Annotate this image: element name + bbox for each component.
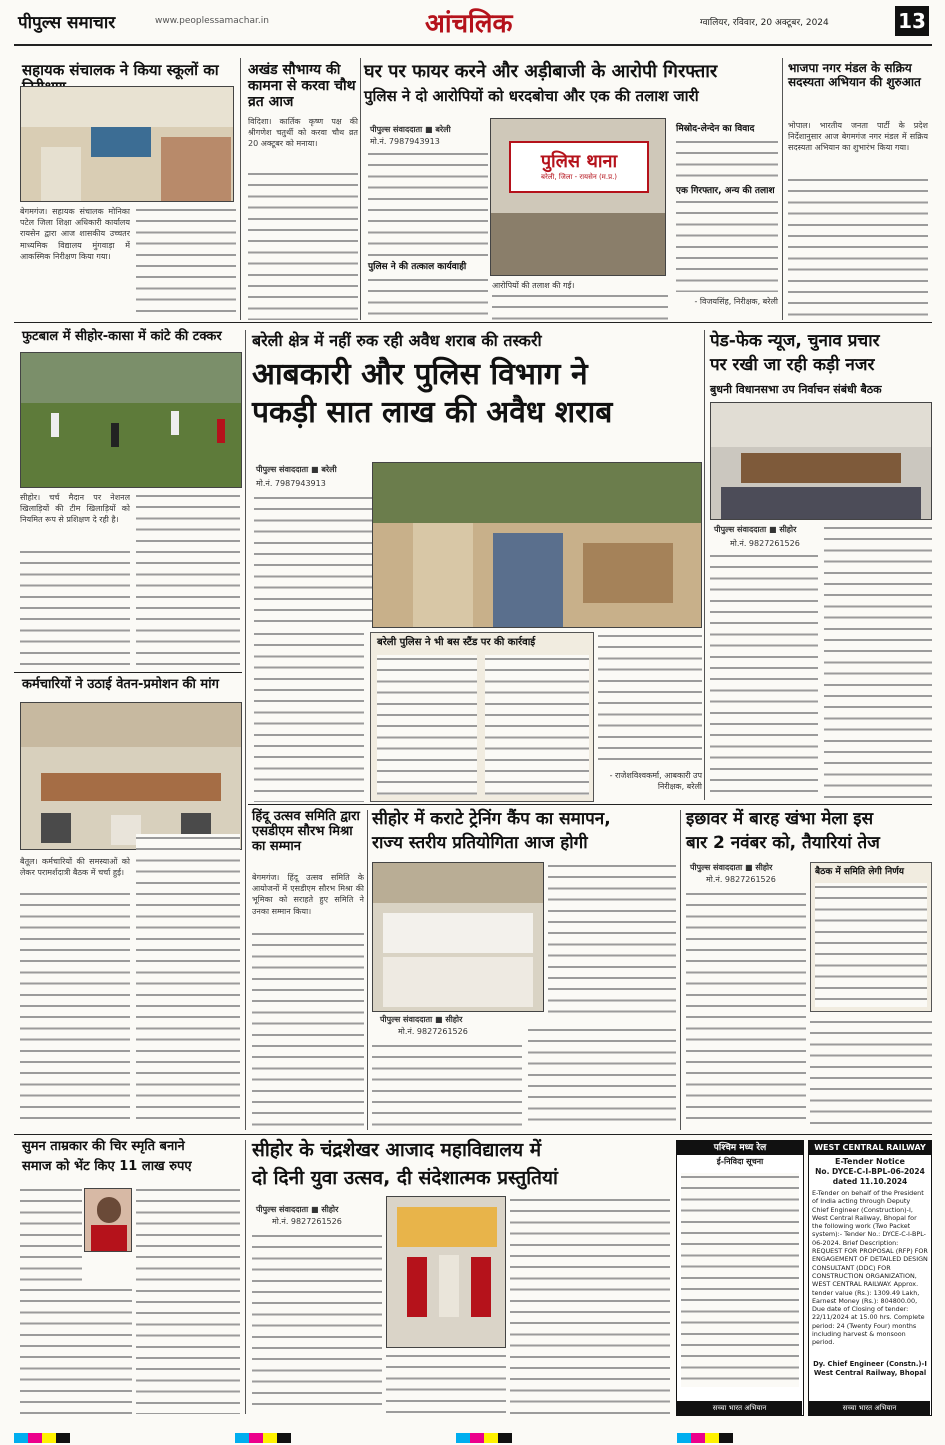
byline-place: सीहोर	[445, 1015, 463, 1024]
football-photo	[20, 352, 242, 488]
firing-headline: पुलिस ने दो आरोपियों को धरदबोचा और एक की तलाश जारी	[364, 87, 699, 105]
wcr-subtitle: E-Tender Notice	[835, 1157, 905, 1166]
karate-phone: मो.नं. 9827261526	[398, 1027, 468, 1036]
wcr-notice: No. DYCE-C-I-BPL-06-2024 dated 11.10.2024	[815, 1167, 925, 1186]
mela-text-2	[810, 1018, 932, 1128]
wcr-title: WEST CENTRAL RAILWAY	[809, 1141, 931, 1155]
karwa-text-2	[248, 170, 358, 320]
football-text-2	[20, 548, 130, 668]
employees-headline: कर्मचारियों ने उठाई वेतन-प्रमोशन की मांग	[22, 677, 219, 692]
byline-name: पीपुल्स संवाददाता	[256, 1205, 309, 1214]
firing-subhead: पुलिस ने की तत्काल कार्यवाही	[368, 262, 467, 272]
liquor-credit: - राजेशविश्वकर्मा, आबकारी उप निरीक्षक, बरेली	[609, 771, 702, 791]
firing-text-2	[368, 276, 488, 320]
byline-name: पीपुल्स संवाददाता	[380, 1015, 433, 1024]
employees-text-3	[136, 834, 240, 1128]
liquor-text-2	[254, 630, 364, 802]
fake-news-headline-2: पर रखी जा रही कड़ी नजर	[710, 355, 875, 375]
byline-place: सीहोर	[755, 863, 773, 872]
mela-byline: पीपुल्स संवाददाता ■ सीहोर	[690, 863, 773, 872]
college-byline: पीपुल्स संवाददाता ■ सीहोर	[256, 1205, 339, 1214]
byline-name: पीपुल्स संवाददाता	[690, 863, 743, 872]
inspection-text-2	[136, 206, 236, 320]
registration-bar	[14, 1428, 932, 1440]
liquor-inset	[370, 632, 594, 802]
mela-box-text	[815, 883, 927, 1007]
hindu-utsav-lead: बेगमगंज। हिंदू उत्सव समिति के आयोजनों में एसडीएम सौरभ मिश्रा की भूमिका को सराहते हुए समिति ने उनका सम्मान किया।	[252, 873, 364, 916]
tamrakar-text-2	[20, 1286, 132, 1414]
section-title: आंचलिक	[425, 9, 513, 39]
liquor-headline-2: पकड़ी सात लाख की अवैध शराब	[252, 395, 613, 430]
byline-name: पीपुल्स संवाददाता	[370, 125, 423, 134]
mela-text	[686, 890, 806, 1128]
karate-photo	[372, 862, 544, 1012]
college-text	[252, 1232, 382, 1414]
wcr-signatory: Dy. Chief Engineer (Constn.)-I West Central Railway, Bhopal	[813, 1360, 927, 1377]
mp-rail-ad	[676, 1140, 804, 1416]
fake-news-text	[710, 552, 818, 800]
karate-text	[548, 862, 676, 1022]
mp-rail-body	[681, 1173, 799, 1387]
byline-place: बरेली	[435, 125, 451, 134]
wcr-ad	[808, 1140, 932, 1416]
college-headline-1: सीहोर के चंद्रशेखर आजाद महाविद्यालय में	[252, 1139, 542, 1161]
inspection-headline: सहायक संचालक ने किया स्कूलों का	[22, 61, 219, 79]
employees-lead: बैतूल। कर्मचारियों की समस्याओं को लेकर परामर्शदात्री बैठक में चर्चा हुई।	[20, 857, 130, 878]
karwa-lead: विदिशा। कार्तिक कृष्ण पक्ष की श्रीगणेश चतुर्थी को करवा चौथ व्रत 20 अक्टूबर को मनाया।	[248, 117, 358, 149]
firing-kicker: घर पर फायर करने और अड़ीबाजी के आरोपी गिरफ्तार	[364, 61, 718, 82]
tamrakar-headline-2: समाज को भेंट किए 11 लाख रुपए	[22, 1159, 192, 1174]
mp-rail-title: पश्चिम मध्य रेल	[677, 1141, 803, 1155]
tamrakar-text-3	[136, 1186, 240, 1414]
dateline: ग्वालियर, रविवार, 20 अक्टूबर, 2024	[700, 18, 829, 28]
college-phone: मो.नं. 9827261526	[272, 1217, 342, 1226]
mela-headline-2: बार 2 नवंबर को, तैयारियां तेज	[686, 833, 880, 853]
liquor-photo	[372, 462, 702, 628]
karate-headline-1: सीहोर में कराटे ट्रेनिंग कैंप का समापन,	[372, 809, 611, 829]
karate-byline: पीपुल्स संवाददाता ■ सीहोर	[380, 1015, 463, 1024]
bjp-lead: भोपाल। भारतीय जनता पार्टी के प्रदेश निर्देशानुसार आज बेगमगंज नगर मंडल में सक्रिय सदस्यता अभियान का शुभारंभ किया गया।	[788, 121, 928, 153]
karwa-headline: अखंड सौभाग्य की कामना से करवा चौथ व्रत आज	[248, 62, 356, 111]
byline-place: सीहोर	[321, 1205, 339, 1214]
misrod-subhead: एक गिरफ्तार, अन्य की तलाश	[676, 186, 775, 196]
liquor-byline: पीपुल्स संवाददाता ■ बरेली	[256, 465, 337, 474]
mp-rail-footer: सच्चा भारत अभियान	[677, 1401, 802, 1415]
wcr-body: E-Tender on behalf of the President of India acting through Deputy Chief Engineer (Construction)-I, West Central Railway, Bhopal for the following work (Two Packet system):- Tender No.: DYCE-C-I-BPL-06-2024. Brief Description: REQUEST FOR PROPOSAL (RFP) FOR ENGAGEMENT OF DETAILED DESIGN CONSULTANT (DDC) FOR CONSTRUCTION ORGANIZATION, WEST CENTRAL RAILWAY. Approx. tender value (Rs.): 1309.49 Lakh, Earnest Money (Rs.): 804800.00, Due date of Closing of tender: 22/11/2024 at 15.00 hrs. Complete period: 24 (Twenty Four) months including harvest & monsoon period.	[812, 1189, 928, 1347]
fake-news-photo	[710, 402, 932, 520]
firing-phone: मो.नं. 7987943913	[370, 137, 440, 146]
inspection-photo	[20, 86, 234, 202]
football-headline: फुटबाल में सीहोर-कासा में कांटे की टक्कर	[22, 329, 222, 344]
liquor-phone: मो.नं. 7987943913	[256, 479, 326, 488]
liquor-kicker: बरेली क्षेत्र में नहीं रुक रही अवैध शराब की तस्करी	[252, 331, 542, 350]
mp-rail-subtitle: ई-निविदा सूचना	[716, 1157, 764, 1166]
fake-news-phone: मो.नं. 9827261526	[730, 539, 800, 548]
tamrakar-text	[20, 1186, 82, 1282]
police-station-photo	[490, 118, 666, 276]
tamrakar-photo	[84, 1188, 132, 1252]
college-text-2	[386, 1352, 506, 1414]
college-text-3	[510, 1196, 670, 1414]
hindu-utsav-headline: हिंदू उत्सव समिति द्वारा एसडीएम सौरभ मिश्रा का सम्मान	[252, 809, 360, 854]
liquor-inset-text	[377, 655, 477, 795]
fake-news-headline-1: पेड-फेक न्यूज, चुनाव प्रचार	[710, 331, 880, 351]
fake-news-text-2	[824, 524, 932, 800]
firing-text	[368, 150, 488, 260]
paper-name: पीपुल्स समाचार	[18, 13, 116, 33]
bjp-headline: भाजपा नगर मंडल के सक्रिय सदस्यता अभियान की शुरुआत	[788, 61, 921, 89]
wcr-footer: सच्चा भारत अभियान	[809, 1401, 930, 1415]
misrod-headline: मिस्रोद-लेन्देन का विवाद	[676, 124, 755, 134]
byline-place: सीहोर	[779, 525, 797, 534]
karate-text-3	[528, 1026, 676, 1128]
liquor-text-3	[598, 632, 702, 768]
inspection-lead: बेगमगंज। सहायक संचालक मोनिका पटेल जिला शिक्षा अधिकारी कार्यालय रायसेन द्वारा आज शासकीय उच्चतर माध्यमिक विद्यालय मुंगवाड़ा में आकस्मिक निरीक्षण किया गया।	[20, 207, 130, 261]
misrod-credit: - विजयसिंह, निरीक्षक, बरेली	[694, 297, 778, 306]
mela-headline-1: इछावर में बारह खंभा मेला इस	[686, 809, 874, 829]
mela-box-headline: बैठक में समिति लेगी निर्णय	[815, 867, 905, 877]
firing-byline: पीपुल्स संवाददाता ■ बरेली	[370, 125, 451, 134]
byline-name: पीपुल्स संवाददाता	[256, 465, 309, 474]
firing-text-3	[492, 292, 668, 320]
football-text-3	[136, 492, 240, 668]
employees-text-2	[20, 890, 130, 1128]
hindu-utsav-text-2	[252, 930, 364, 1128]
page-number: 13	[895, 6, 929, 36]
mela-phone: मो.नं. 9827261526	[706, 875, 776, 884]
liquor-headline-1: आबकारी और पुलिस विभाग ने	[252, 357, 588, 392]
misrod-text-2	[676, 198, 778, 292]
karate-headline-2: राज्य स्तरीय प्रतियोगिता आज होगी	[372, 833, 588, 853]
website[interactable]: www.peoplessamachar.in	[155, 16, 269, 26]
bjp-text-2	[788, 176, 928, 320]
karate-text-2	[372, 1042, 522, 1128]
firing-photo-caption: आरोपियों की तलाश की गई।	[492, 281, 575, 290]
police-sign-sub: बरेली, जिला - रायसेन (म.प्र.)	[540, 173, 618, 181]
misrod-text	[676, 138, 778, 182]
inspection-text	[20, 206, 130, 320]
tamrakar-headline-1: सुमन ताम्रकार की चिर स्मृति बनाने	[22, 1139, 185, 1154]
byline-place: बरेली	[321, 465, 337, 474]
byline-name: पीपुल्स संवाददाता	[714, 525, 767, 534]
liquor-text	[254, 494, 372, 626]
police-sign-text: पुलिस थाना	[540, 151, 618, 172]
college-photo	[386, 1196, 506, 1348]
employees-photo	[20, 702, 242, 850]
liquor-inset-text-2	[485, 655, 589, 795]
liquor-inset-headline: बरेली पुलिस ने भी बस स्टैंड पर की कार्रवाई	[377, 637, 536, 648]
mela-box	[810, 862, 932, 1012]
fake-news-subhead: बुधनी विधानसभा उप निर्वाचन संबंधी बैठक	[710, 383, 882, 396]
college-headline-2: दो दिनी युवा उत्सव, दी संदेशात्मक प्रस्तुतियां	[252, 1167, 558, 1189]
masthead	[0, 0, 945, 46]
football-lead: सीहोर। चर्च मैदान पर नेशनल खिलाड़ियों की टीम खिलाड़ियों को नियमित रूप से प्रशिक्षण दे रही है।	[20, 493, 130, 525]
fake-news-byline: पीपुल्स संवाददाता ■ सीहोर	[714, 525, 797, 534]
